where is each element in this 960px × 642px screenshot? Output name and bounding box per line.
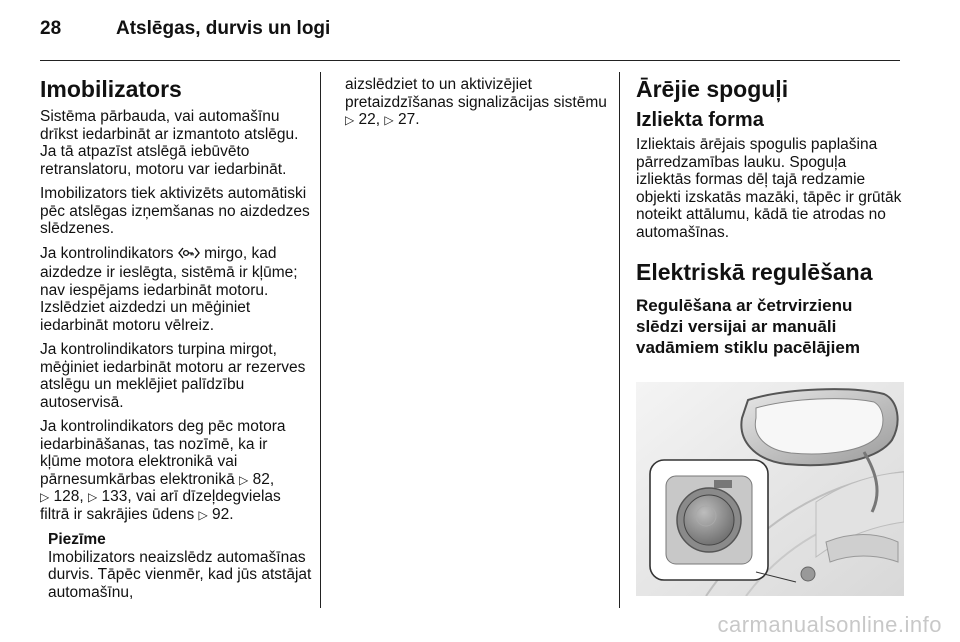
paragraph	[345, 76, 607, 129]
note-box	[48, 531, 312, 601]
reference-arrow-icon: ▷	[239, 472, 249, 487]
text: Ja kontrolindikators	[40, 244, 178, 262]
page-header	[40, 18, 330, 48]
paragraph: Ja kontrolindikators turpina mirgot, mēģiniet iedarbināt motoru ar rezerves atslēgu un meklējiet palīdzību autoservisā.	[40, 341, 306, 411]
text: mirgo, kad aizdedze ir ieslēgta, sistēmā ir kļūme; nav iespējams iedarbināt motoru. Izslēdziet aizdedzi un mēģiniet iedarbināt motoru vēlreiz.	[40, 244, 298, 334]
header-rule	[40, 60, 900, 61]
text: Ja kontrolindikators deg pēc motora iedarbināšanas, tas nozīmē, ka ir kļūme motora elektronikā vai pārnesumkārbas elektronikā	[40, 418, 286, 488]
reference-arrow-icon: ▷	[384, 113, 394, 127]
page-reference-link[interactable]: 128,	[49, 488, 89, 505]
mirror-switch-illustration	[636, 382, 904, 596]
note-title: Piezīme	[48, 531, 106, 548]
reference-arrow-icon: ▷	[198, 507, 208, 522]
reference-arrow-icon: ▷	[88, 490, 98, 504]
column-2	[345, 76, 607, 136]
paragraph: Sistēma pārbauda, vai automašīnu drīkst iedarbināt ar izmantoto atslēgu. Ja tā atpazīst atslēgā iebūvēto retranslatoru, motoru var iedarbināt.	[40, 108, 299, 178]
page-reference-link[interactable]: 92.	[207, 505, 234, 523]
note-text: Imobilizators neaizslēdz automašīnas durvis. Tāpēc vienmēr, kad jūs atstājat automašīnu,	[48, 548, 312, 601]
reference-arrow-icon: ▷	[345, 113, 355, 127]
page-reference-link[interactable]: 82,	[248, 470, 275, 488]
column-1	[40, 76, 312, 601]
paragraph: Izliektais ārējais spogulis paplašina pārredzamības lauku. Spoguļa izliektās formas dēļ tajā redzamie objekti izskatās mazāki, tāpēc ir grūtāk noteikt attālumu, kādā tie atrodas no automašīnas.	[636, 136, 902, 241]
paragraph	[40, 245, 312, 335]
watermark: carmanualsonline.info	[717, 612, 942, 637]
subheading-izliekta-forma: Izliekta forma	[636, 109, 764, 131]
column-3	[636, 76, 904, 358]
page-reference-link[interactable]: 22,	[354, 111, 385, 128]
page-reference-link[interactable]: 133, vai arī dīzeļdegvielas filtrā ir sakrājies ūdens	[40, 488, 281, 523]
subheading-elektriska-regulesana: Elektriskā regulēšana	[636, 259, 873, 285]
chapter-title: Atslēgas, durvis un logi	[116, 18, 331, 39]
section-heading-imobilizators: Imobilizators	[40, 76, 182, 102]
column-divider-2	[619, 72, 620, 608]
section-heading-arejie-spoguli: Ārējie spoguļi	[636, 76, 789, 102]
column-divider-1	[320, 72, 321, 608]
immobiliser-indicator-icon	[178, 246, 200, 265]
page-number: 28	[40, 18, 62, 39]
reference-arrow-icon: ▷	[40, 490, 50, 504]
paragraph	[40, 418, 312, 523]
text: aizslēdziet to un aktivizējiet pretaizdzīšanas signalizācijas sistēmu	[345, 76, 607, 111]
page-reference-link[interactable]: 27.	[393, 111, 420, 128]
paragraph: Imobilizators tiek aktivizēts automātiski pēc atslēgas izņemšanas no aizdedzes slēdzenes.	[40, 185, 310, 237]
subheading-regulesana: Regulēšana ar četrvirzienu slēdzi versijai ar manuāli vadāmiem stiklu pacēlājiem	[636, 296, 860, 357]
